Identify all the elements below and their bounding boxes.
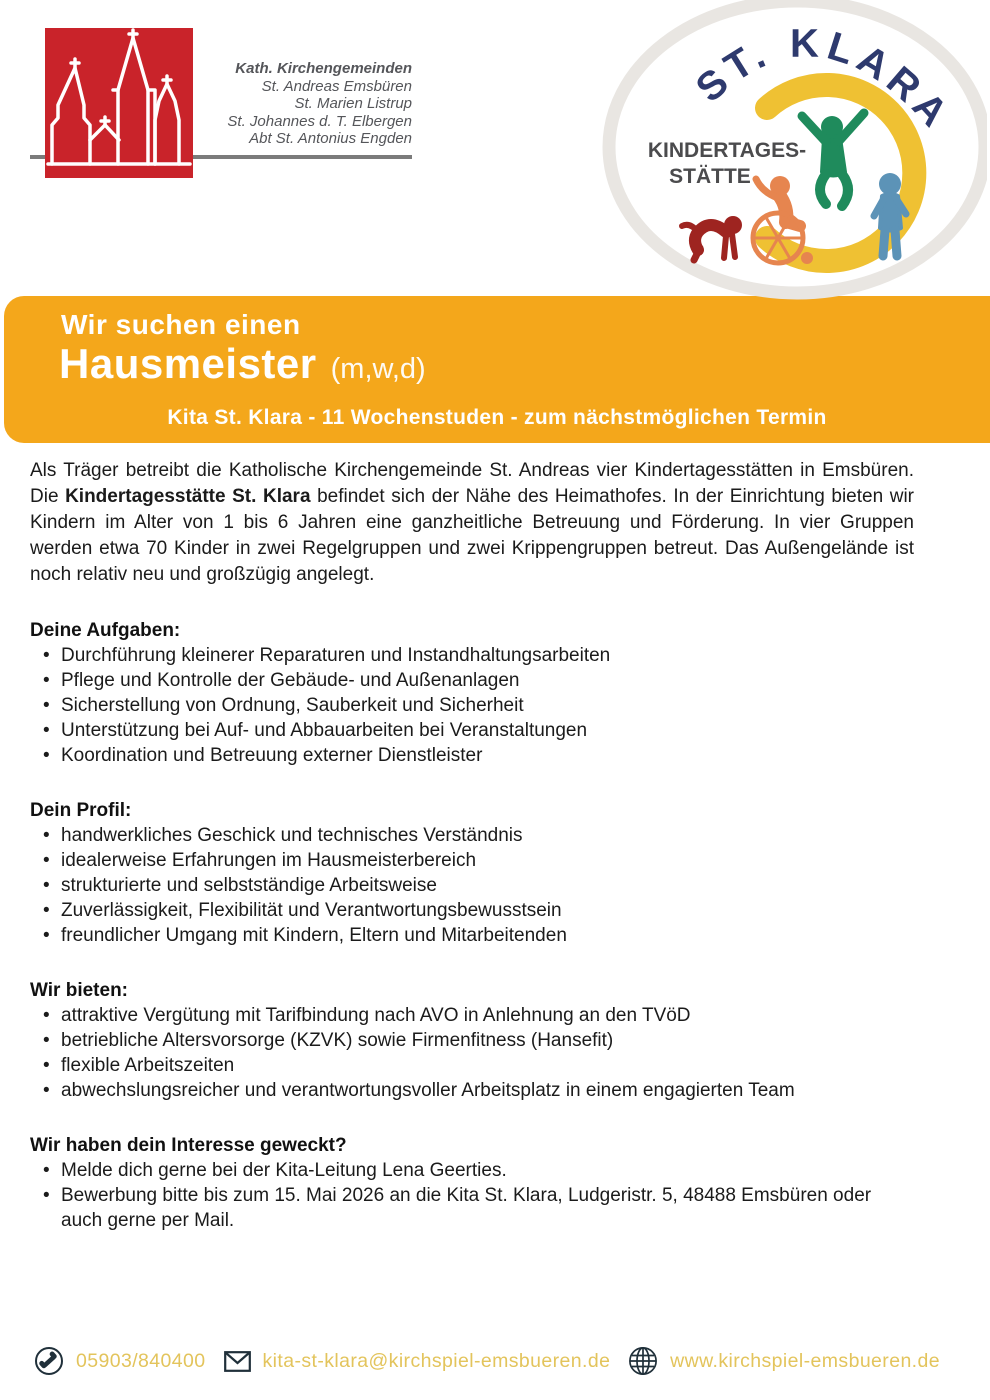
intro-text: befindet sich der Nähe des Heimathofes. In der Einrichtung bieten wir Kindern im Alter von 1 bis 6 Jahren eine ganzheitliche Betreuung und Förderung. In vier Gruppen werden etwa 70 Kinder in zwei Regelgruppen und zwei Krippengruppen betreut. Das Außengelände ist noch relativ neu und großzügig angelegt. [30,486,914,585]
intro-text: Als Träger betreibt die Katholische Kirchengemeinde St. Andreas vier Kindertagesstätten in Emsbüren. Die [30,460,914,507]
website-url[interactable]: www.kirchspiel-emsbueren.de [670,1349,940,1372]
list-item: • freundlicher Umgang mit Kindern, Eltern und Mitarbeitenden [30,923,914,948]
logo-arc-text: ST. KLARA [687,21,960,140]
banner-intro-text: Wir suchen einen [61,309,301,340]
intro-paragraph [30,458,914,588]
bullet-list [30,823,914,948]
list-item: • Pflege und Kontrolle der Gebäude- und Außenanlagen [30,668,914,693]
section-aufgaben [30,618,914,768]
contact-footer [34,1336,964,1386]
bullet-list [30,1003,914,1103]
parish-names [180,60,412,148]
globe-icon [628,1346,658,1376]
list-item: • Unterstützung bei Auf- und Abbauarbeiten bei Veranstaltungen [30,718,914,743]
section-interesse [30,1133,914,1233]
intro-bold-text: Kindertagesstätte St. Klara [65,486,311,507]
parish-church-logo [45,28,193,178]
list-item: • Zuverlässigkeit, Flexibilität und Verantwortungsbewusstsein [30,898,914,923]
website-contact [628,1346,940,1376]
list-item: • strukturierte und selbstständige Arbeitsweise [30,873,914,898]
bullet-list [30,1158,914,1233]
parish-name-line: St. Johannes d. T. Elbergen [227,112,412,130]
list-item: • Sicherstellung von Ordnung, Sauberkeit und Sicherheit [30,693,914,718]
list-item: • handwerkliches Geschick und technisches Verständnis [30,823,914,848]
logo-subtitle-line2: STÄTTE [669,165,751,188]
parish-name-line: St. Andreas Emsbüren [261,77,412,95]
list-item: • flexible Arbeitszeiten [30,1053,914,1078]
banner-subline: Kita St. Klara - 11 Wochenstuden - zum nächstmöglichen Termin [167,406,827,429]
section-heading: Dein Profil: [30,800,132,821]
section-heading: Wir haben dein Interesse geweckt? [30,1135,347,1156]
list-item: • Melde dich gerne bei der Kita-Leitung Lena Geerties. [30,1158,914,1183]
kita-logo-graphic [602,0,987,300]
job-title-banner [4,296,990,443]
email-address[interactable]: kita-st-klara@kirchspiel-emsbueren.de [262,1349,611,1372]
job-title: Hausmeister [59,340,317,387]
church-icon [45,28,193,178]
list-item: • abwechslungsreicher und verantwortungsvoller Arbeitsplatz in einem engagierten Team [30,1078,914,1103]
phone-icon [34,1346,64,1376]
list-item: • Durchführung kleinerer Reparaturen und Instandhaltungsarbeiten [30,643,914,668]
list-item: • idealerweise Erfahrungen im Hausmeisterbereich [30,848,914,873]
section-heading: Deine Aufgaben: [30,620,181,641]
banner-title-row [59,340,426,388]
phone-number[interactable]: 05903/840400 [76,1349,206,1372]
parish-name-line: Kath. Kirchengemeinden [235,60,412,77]
mail-icon [224,1351,251,1372]
parish-name-line: St. Marien Listrup [294,95,412,112]
bullet-list [30,643,914,768]
list-item: • Koordination und Betreuung externer Dienstleister [30,743,914,768]
flyer-body [30,458,914,1233]
list-item: • Bewerbung bitte bis zum 15. Mai 2026 an die Kita St. Klara, Ludgeristr. 5, 48488 Emsbüren oder auch gerne per Mail. [30,1183,914,1233]
email-contact [224,1350,611,1373]
parish-name-line: Abt St. Antonius Engden [249,130,412,147]
list-item: • betriebliche Altersvorsorge (KZVK) sowie Firmenfitness (Hansefit) [30,1028,914,1053]
section-profil [30,798,914,948]
phone-contact [34,1346,206,1376]
list-item: • attraktive Vergütung mit Tarifbindung nach AVO in Anlehnung an den TVöD [30,1003,914,1028]
job-title-gender-suffix: (m,w,d) [330,353,426,385]
kita-st-klara-logo [602,0,987,300]
logo-subtitle-line1: KINDERTAGES- [647,139,807,162]
section-heading: Wir bieten: [30,980,128,1001]
section-wir-bieten [30,978,914,1103]
